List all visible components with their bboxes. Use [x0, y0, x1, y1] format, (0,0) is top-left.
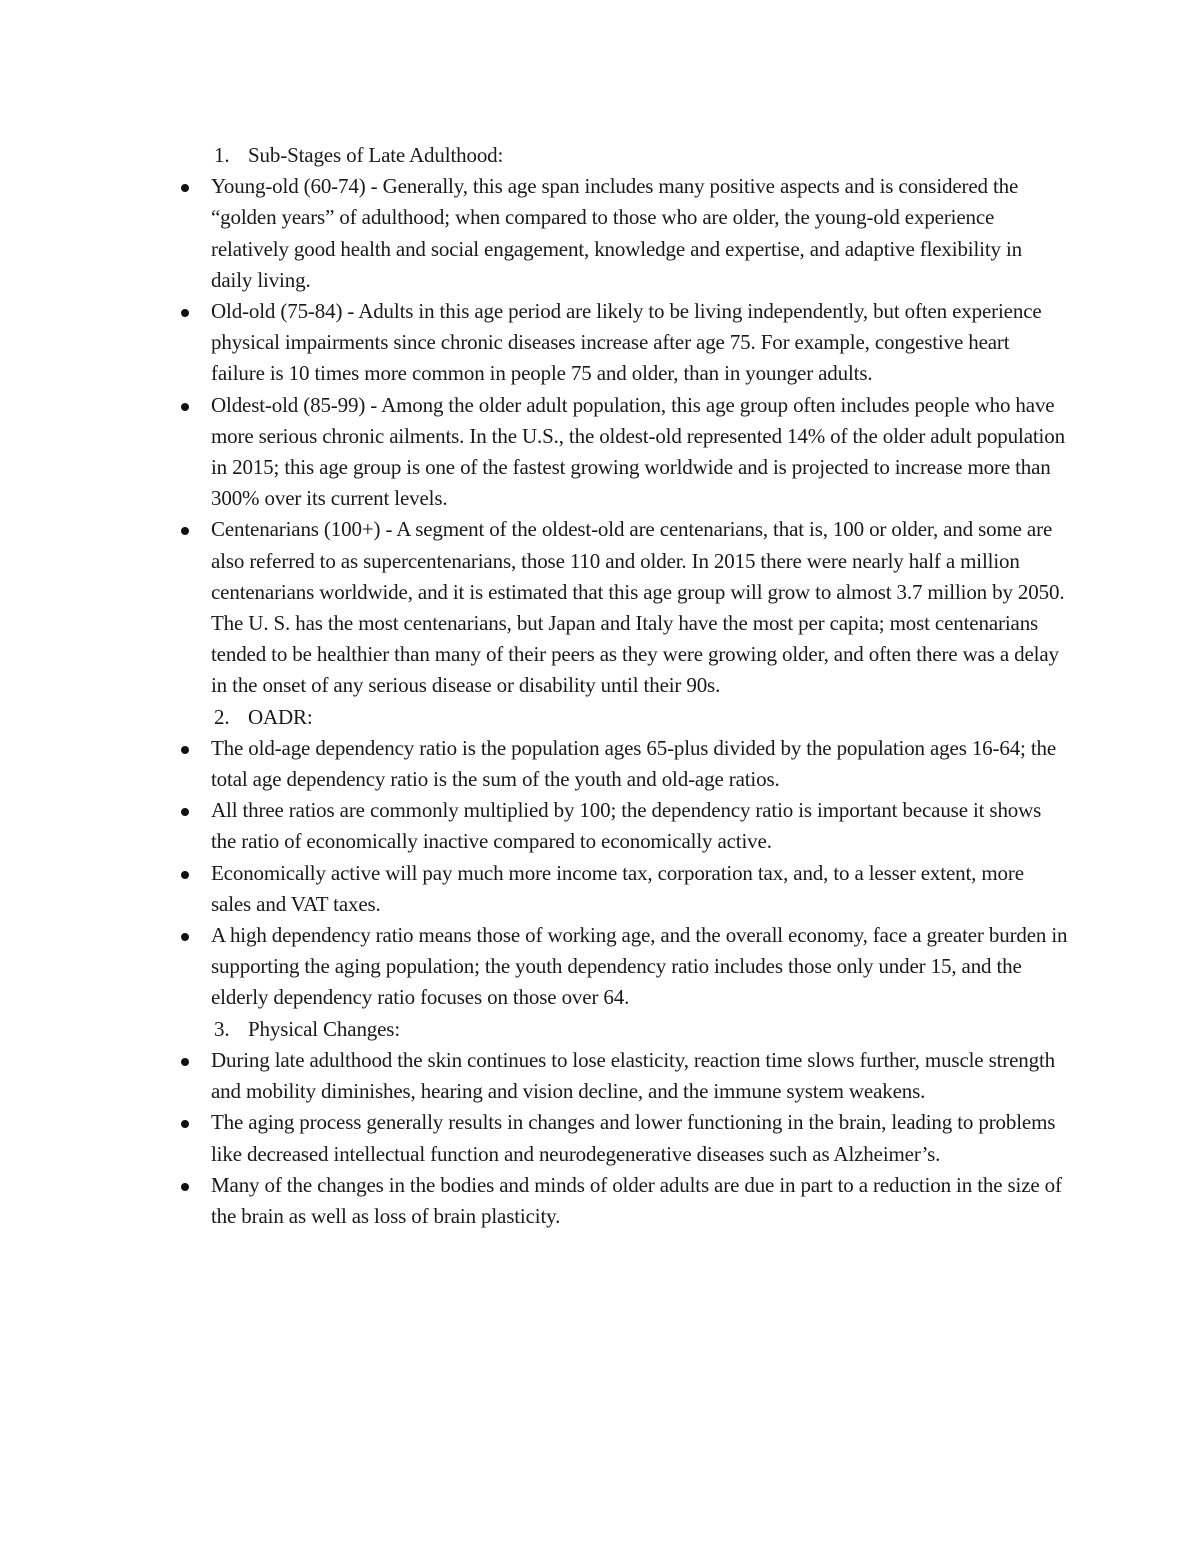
section-title: Physical Changes: — [248, 1016, 401, 1041]
section-heading — [178, 140, 1068, 171]
bullet-item: All three ratios are commonly multiplied by 100; the dependency ratio is important because it shows the ratio of economically inactive compared to economically active. — [178, 795, 1068, 857]
section-heading — [178, 1014, 1068, 1045]
section-number: 1. — [214, 143, 230, 167]
section-title: OADR: — [248, 704, 313, 729]
section-heading — [178, 702, 1068, 733]
bullet-item: The old-age dependency ratio is the population ages 65-plus divided by the population ages 16-64; the total age dependency ratio is the sum of the youth and old-age ratios. — [178, 733, 1068, 795]
bullet-item: Young-old (60-74) - Generally, this age span includes many positive aspects and is considered the “golden years” of adulthood; when compared to those who are older, the young-old experience relatively good health and social engagement, knowledge and expertise, and adaptive flexibility in daily living. — [178, 171, 1068, 296]
section-physical-changes — [178, 1014, 1068, 1232]
section-oadr — [178, 702, 1068, 1014]
document-body — [178, 140, 1068, 1232]
section-number: 3. — [214, 1016, 230, 1041]
section-number: 2. — [214, 704, 230, 729]
bullet-list — [178, 1045, 1068, 1232]
bullet-item: During late adulthood the skin continues to lose elasticity, reaction time slows further, muscle strength and mobility diminishes, hearing and vision decline, and the immune system weakens. — [178, 1045, 1068, 1107]
bullet-item: Old-old (75-84) - Adults in this age period are likely to be living independently, but often experience physical impairments since chronic diseases increase after age 75. For example, congestive heart failure is 10 times more common in people 75 and older, than in younger adults. — [178, 296, 1068, 390]
bullet-item: Economically active will pay much more income tax, corporation tax, and, to a lesser extent, more sales and VAT taxes. — [178, 858, 1068, 920]
section-title: Sub-Stages of Late Adulthood: — [248, 143, 504, 167]
bullet-item: Centenarians (100+) - A segment of the oldest-old are centenarians, that is, 100 or older, and some are also referred to as supercentenarians, those 110 and older. In 2015 there were nearly half a million centenarians worldwide, and it is estimated that this age group will grow to almost 3.7 million by 2050. The U. S. has the most centenarians, but Japan and Italy have the most per capita; most centenarians tended to be healthier than many of their peers as they were growing older, and often there was a delay in the onset of any serious disease or disability until their 90s. — [178, 514, 1068, 701]
bullet-item: The aging process generally results in changes and lower functioning in the brain, leading to problems like decreased intellectual function and neurodegenerative diseases such as Alzheimer’s. — [178, 1107, 1068, 1169]
bullet-list — [178, 733, 1068, 1014]
section-sub-stages — [178, 140, 1068, 702]
bullet-item: A high dependency ratio means those of working age, and the overall economy, face a greater burden in supporting the aging population; the youth dependency ratio includes those only under 15, and the elderly dependency ratio focuses on those over 64. — [178, 920, 1068, 1014]
bullet-item: Many of the changes in the bodies and minds of older adults are due in part to a reduction in the size of the brain as well as loss of brain plasticity. — [178, 1170, 1068, 1232]
bullet-item: Oldest-old (85-99) - Among the older adult population, this age group often includes people who have more serious chronic ailments. In the U.S., the oldest-old represented 14% of the older adult population in 2015; this age group is one of the fastest growing worldwide and is projected to increase more than 300% over its current levels. — [178, 390, 1068, 515]
bullet-list — [178, 171, 1068, 701]
